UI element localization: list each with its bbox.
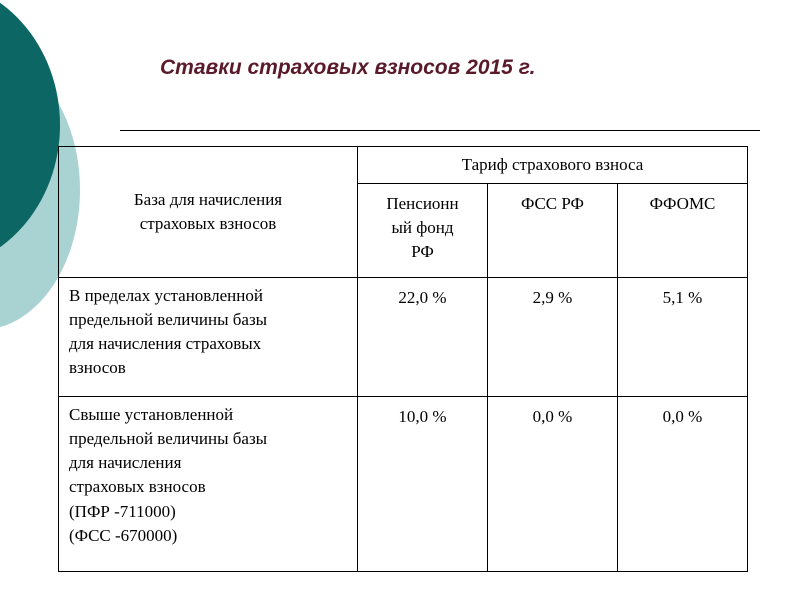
cell-value: 0,0 % [618, 397, 748, 572]
slide-title: Ставки страховых взносов 2015 г. [160, 56, 536, 79]
base-header-cell: База для начисления страховых взносов [59, 147, 358, 278]
column-header-ffoms: ФФОМС [618, 183, 748, 277]
column-header-pfr: Пенсионн ый фонд РФ [358, 183, 488, 277]
cell-value: 5,1 % [618, 278, 748, 397]
cell-value: 2,9 % [488, 278, 618, 397]
row-label-within-limit: В пределах установленной предельной величины базы для начисления страховых взносов [59, 278, 358, 397]
cell-value: 22,0 % [358, 278, 488, 397]
title-divider [120, 130, 760, 131]
tariff-header-cell: Тариф страхового взноса [358, 147, 748, 184]
row-label-above-limit: Свыше установленной предельной величины базы для начисления страховых взносов (ПФР -711000) (ФСС -670000) [59, 397, 358, 572]
cell-value: 10,0 % [358, 397, 488, 572]
cell-value: 0,0 % [488, 397, 618, 572]
column-header-fss: ФСС РФ [488, 183, 618, 277]
table-row [59, 278, 748, 397]
table-header-row [59, 147, 748, 184]
rates-table [58, 146, 748, 572]
table-row [59, 397, 748, 572]
